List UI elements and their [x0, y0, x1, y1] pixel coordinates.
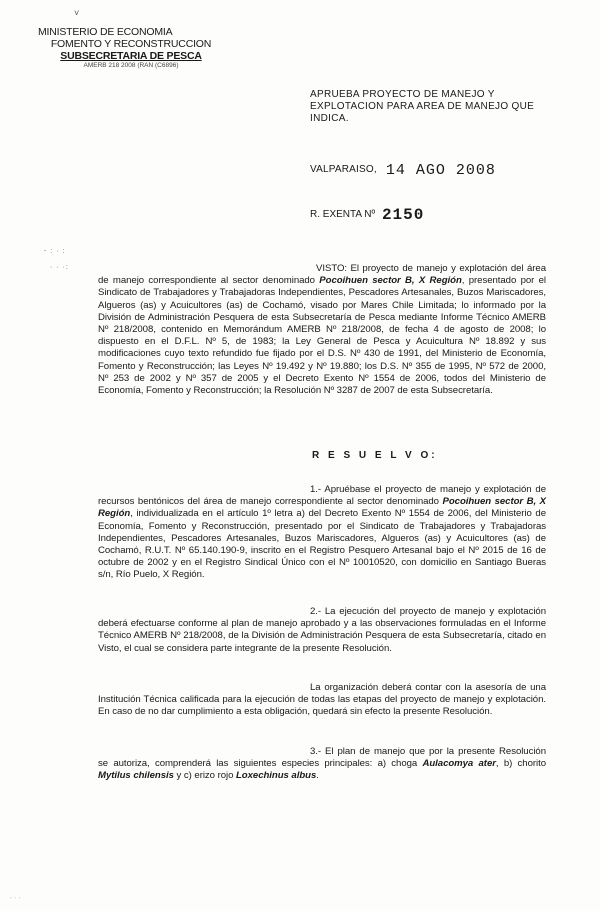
article-1-rest: , individualizada en el artículo 1º letra a) del Decreto Exento Nº 1554 de 2006, del Ministerio de Economía, Fomento y Reconstrucción, presentado por el Sindicato de Trabajadores y Trabajadoras Independientes, Pescadores Artesanales, Buzos Mariscadores, Algueros (as) y Acuicultores (as) de Cochamó, R.U.T. Nº 65.140.190-9, inscrito en el Registro Pesquero Artesanal bajo el Nº 2015 de 16 de octubre de 2002 y en el Registro Sindical Único con el Nº 10010520, con domicilio en Santiago Bueras s/n, Río Puelo, X Región.	[98, 508, 546, 581]
resolution-number	[310, 206, 424, 224]
article-2-paragraph-2	[98, 682, 546, 719]
resolution-number-stamp: 2150	[381, 206, 425, 224]
visto-rest: , presentado por el Sindicato de Trabajadores y Trabajadoras Independientes, Pescadores Artesanales, Buzos Mariscadores, Algueros (as) y Acuicultores (as) de Cochamó, visado por Mares Chile Limitada; lo informado por la División de Administración Pesquera de esta Subsecretaría de Pesca mediante Informe Técnico AMERB Nº 218/2008, contenido en Memorándum AMERB Nº 218/2008, de fecha 4 de agosto de 2008; lo dispuesto en el D.F.L. Nº 5, de 1983; la Ley General de Pesca y Acuicultura Nº 18.892 y sus modificaciones cuyo texto refundido fue fijado por el D.S. Nº 430 de 1991, del Ministerio de Economía, Fomento y Reconstrucción; las Leyes Nº 19.492 y Nº 19.880; los D.S. Nº 355 de 1995, Nº 572 de 2000, Nº 253 de 2002 y Nº 357 de 2005 y el Decreto Exento Nº 1554 de 2006, todos del Ministerio de Economía, Fomento y Reconstrucción; la Resolución Nº 3287 de 2007 de esta Subsecretaría.	[98, 275, 546, 397]
article-2	[98, 606, 546, 655]
document-subject: APRUEBA PROYECTO DE MANEJO Y EXPLOTACION PARA AREA DE MANEJO QUE INDICA.	[310, 89, 535, 124]
article-3-end: .	[316, 770, 319, 782]
visto-sector: Pocoihuen sector B, X Región	[319, 275, 462, 287]
species-aulacomya: Aulacomya ater	[422, 758, 496, 770]
article-2-para2: La organización deberá contar con la asesoría de una Institución Técnica calificada para la ejecución de todas las etapas del proyecto de manejo y explotación. En caso de no dar cumplimiento a esta obligación, quedará sin efecto la presente Resolución.	[98, 682, 546, 718]
visto-paragraph	[98, 263, 546, 397]
letterhead	[36, 26, 226, 70]
species-loxechinus: Loxechinus albus	[236, 770, 317, 782]
margin-scan-mark: · · ·:	[50, 264, 69, 271]
article-3-mid1: , b) chorito	[495, 758, 546, 770]
date-stamp: 14 AGO 2008	[385, 162, 496, 179]
resuelvo-heading: R E S U E L V O:	[312, 450, 438, 461]
article-1	[98, 484, 546, 582]
article-2-text: 2.- La ejecución del proyecto de manejo y explotación deberá efectuarse conforme al plan de manejo aprobado y a las observaciones formuladas en el Informe Técnico AMERB Nº 218/2008, de la División de Administración Pesquera de esta Subsecretaría, citado en Visto, el cual se considera parte integrante de la presente Resolución.	[98, 606, 546, 654]
resolution-label: R. EXENTA Nº	[310, 209, 376, 220]
article-3-lead: 3.- El plan de manejo que por la presente Resolución se autoriza, comprenderá las siguientes especies principales: a) choga	[98, 746, 546, 770]
letterhead-reference: AMERB 218 2008 (RAN (C6896)	[83, 62, 179, 69]
place-date	[310, 162, 496, 179]
letterhead-ministry: MINISTERIO DE ECONOMIA	[38, 26, 173, 38]
page-corner-mark: ˙ ˙ ˙	[10, 898, 21, 905]
species-mytilus: Mytilus chilensis	[98, 770, 174, 782]
letterhead-subsecretaria: SUBSECRETARIA DE PESCA	[60, 50, 202, 62]
scan-mark: ˅	[74, 8, 80, 18]
margin-scan-mark: - : · :	[44, 248, 66, 255]
article-1-lead: 1.- Apruébase el proyecto de manejo y explotación de recursos bentónicos del área de manejo correspondiente al sector denominado	[98, 484, 546, 508]
article-1-sector: Pocoihuen sector B, X Región	[98, 496, 547, 520]
place: VALPARAISO,	[310, 164, 377, 175]
visto-lead: VISTO: El proyecto de manejo y explotación del área de manejo correspondiente al sector denominado	[98, 263, 546, 287]
article-3-mid2: y c) erizo rojo	[173, 770, 236, 782]
article-3	[98, 746, 546, 783]
letterhead-fomento: FOMENTO Y RECONSTRUCCION	[50, 38, 212, 50]
